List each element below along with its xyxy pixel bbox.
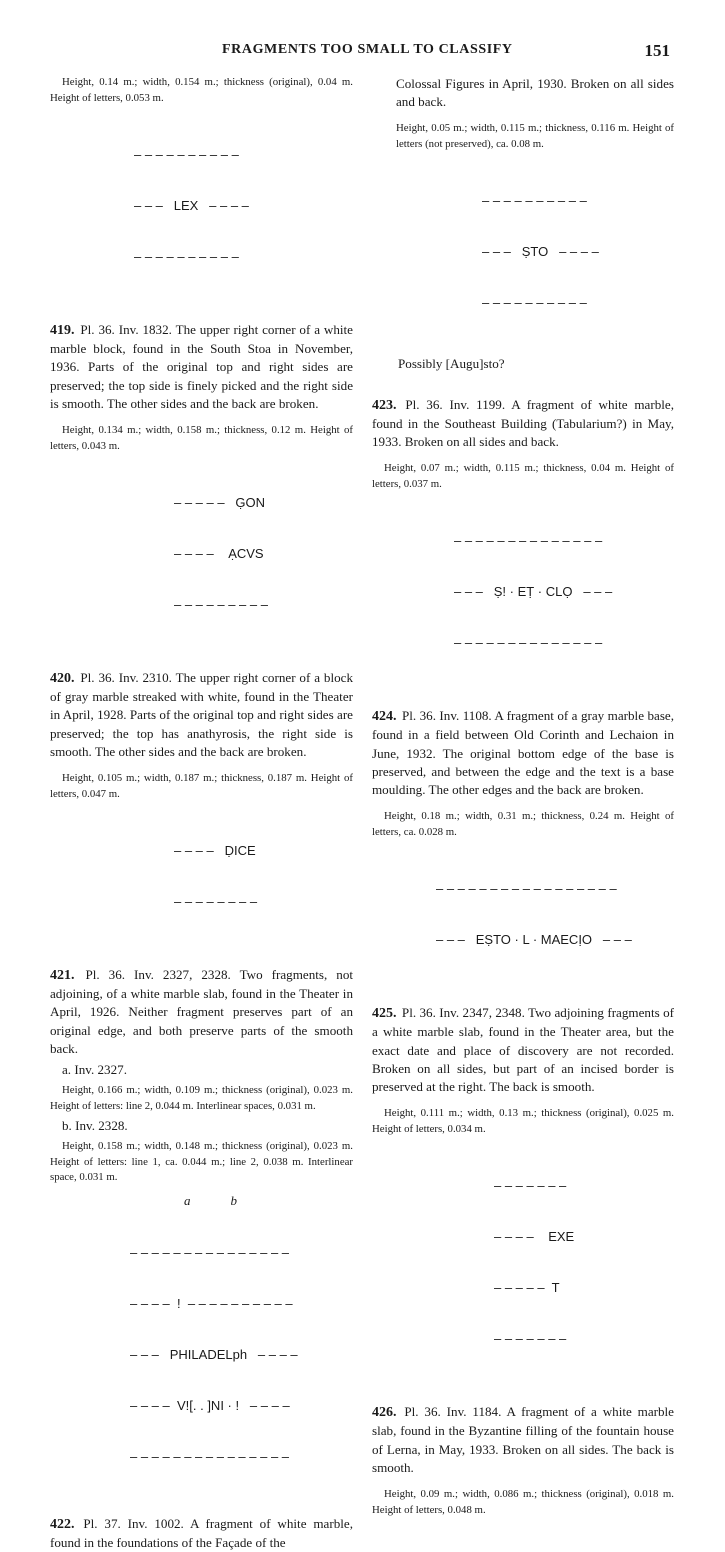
entry-text: Pl. 36. Inv. 2327, 2328. Two fragments, not adjoining, of a white marble slab, found in the Theater in April, 1926. Neither fragment preserves part of an original edge, and both preserve parts of the smooth back. xyxy=(50,967,354,1056)
entry-text: Pl. 36. Inv. 1832. The upper right corner of a white marble block, found in the South Stoa in November, 1936. Parts of the original top and right sides are preserved; the top side is finely picked and the right side is smooth. The other sides and the back are broken. xyxy=(50,322,353,411)
entry-text: Pl. 36. Inv. 1108. A fragment of a gray marble base, found in a field between Old Corinth and Lechaion in June, 1932. The original bottom edge of the base is preserved, and between the edge and the text is a base moulding. The other edges and the back are broken. xyxy=(372,708,674,798)
inscription-line: – – – – – G̣ON xyxy=(174,495,266,511)
measurement-text: Height, 0.09 m.; width, 0.086 m.; thickness (original), 0.018 m. Height of letters, 0.048 m. xyxy=(372,1488,674,1516)
inscription-line: – – – – – – – – xyxy=(174,894,258,910)
entry-422 xyxy=(50,1515,353,1552)
running-header xyxy=(0,42,725,62)
fragment-letter-b: b xyxy=(230,1192,237,1208)
fragment-label: b. Inv. 2328. xyxy=(62,1118,128,1134)
inscription-line: – – – ṢTO – – – – xyxy=(482,244,599,260)
inscription-line: – – – LEX – – – – xyxy=(134,198,249,213)
entry-text: Pl. 36. Inv. 1184. A fragment of a white marble slab, found in the Byzantine filling of the fountain house of Lerna, in May, 1933. Broken on all sides. The back is smooth. xyxy=(372,1404,674,1475)
entry-424 xyxy=(372,707,674,799)
inscription-line: – – – – – – – – – – – – – – – xyxy=(130,1448,290,1464)
inscription-line: – – – – – – – – – – – – – – – – – xyxy=(436,881,617,897)
inscription-line: – – – – – – – – – – xyxy=(134,147,239,162)
inscription-line: – – – – ! – – – – – – – – – – xyxy=(130,1295,293,1311)
right-column xyxy=(372,75,674,1518)
entry-number: 419. xyxy=(50,323,75,338)
measurement-text: Height, 0.14 m.; width, 0.154 m.; thickness (original), 0.04 m. Height of letters, 0.053 m. xyxy=(50,76,353,104)
inscription-line: – – – – ẠCVS xyxy=(174,546,264,562)
fragment-letters xyxy=(50,1192,353,1208)
entry-421 xyxy=(50,966,353,1058)
entry-number: 420. xyxy=(50,671,75,687)
measurement-text: Height, 0.105 m.; width, 0.187 m.; thickness, 0.187 m. Height of letters, 0.047 m. xyxy=(50,772,353,800)
entry-420 xyxy=(50,669,353,761)
measurement-text: Height, 0.07 m.; width, 0.115 m.; thickness, 0.04 m. Height of letters, 0.037 m. xyxy=(372,462,674,490)
entry-number: 426. xyxy=(372,1405,397,1421)
inscription-line: – – – – – T xyxy=(494,1280,560,1296)
measurement-text: Height, 0.111 m.; width, 0.13 m.; thickness (original), 0.025 m. Height of letters, 0.034 m. xyxy=(372,1107,674,1135)
inscription-line: – – – – – – – xyxy=(494,1178,567,1194)
running-title: FRAGMENTS TOO SMALL TO CLASSIFY xyxy=(222,42,513,57)
inscription-line: – – – PHILADELph – – – – xyxy=(130,1346,298,1362)
entry-425 xyxy=(372,1004,674,1096)
entry-text: Pl. 37. Inv. 1002. A fragment of white marble, found in the foundations of the Façade of the xyxy=(50,1515,353,1551)
measurement-text: Height, 0.158 m.; width, 0.148 m.; thickness (original), 0.023 m. Height of letters: line 1, ca. 0.044 m.; line 2, 0.038 m. Interlinear space, 0.031 m. xyxy=(50,1140,353,1184)
inscription-block xyxy=(372,158,674,345)
left-column xyxy=(50,75,353,1552)
inscription-block xyxy=(50,808,353,944)
entry-text: Pl. 36. Inv. 1199. A fragment of white marble, found in the Southeast Building (Tabularium?) in May, 1933. Broken on all sides and back. xyxy=(372,396,675,450)
measurement-text: Height, 0.05 m.; width, 0.115 m.; thickness, 0.116 m. Height of letters (not preserved), ca. 0.08 m. xyxy=(396,122,674,150)
inscription-line: – – – – V![. . ]NI · ! – – – – xyxy=(130,1397,290,1413)
inscription-line: – – – – EXE xyxy=(494,1229,575,1245)
entry-419 xyxy=(50,321,353,413)
measurement-text: Height, 0.134 m.; width, 0.158 m.; thickness, 0.12 m. Height of letters, 0.043 m. xyxy=(50,424,353,452)
measurement-text: Height, 0.18 m.; width, 0.31 m.; thickness, 0.24 m. Height of letters, ca. 0.028 m. xyxy=(372,810,674,838)
inscription-line: – – – – – – – – – – xyxy=(482,295,587,311)
inscription-line: – – – – – – – – – – – – – – xyxy=(454,635,603,651)
fragment-letter-a: a xyxy=(184,1192,191,1208)
inscription-block xyxy=(50,460,353,647)
entry-continuation: Colossal Figures in April, 1930. Broken on all sides and back. xyxy=(396,76,674,110)
inscription-line: – – – – – – – – – – – – – – – xyxy=(130,1244,290,1260)
entry-text: Pl. 36. Inv. 2347, 2348. Two adjoining fragments of a white marble slab, found in the Theater area, but the exact date and place of discovery are not recorded. Broken on all sides, but part of an incised border is preserved at the right. The back is smooth. xyxy=(372,1005,674,1095)
inscription-line: – – – – – – – – – – – – – – xyxy=(454,533,603,549)
entry-426 xyxy=(372,1403,674,1477)
inscription-line: – – – EṢTO · L · MAECỊO – – – xyxy=(436,932,632,948)
inscription-line: – – – – – – – xyxy=(494,1331,567,1347)
entry-number: 423. xyxy=(372,397,397,413)
fragment-label: a. Inv. 2327. xyxy=(62,1062,127,1078)
entry-423 xyxy=(372,396,674,452)
inscription-line: – – – – – – – – – – xyxy=(482,193,587,209)
inscription-line: – – – Ṣ! · EṬ · CLỌ – – – xyxy=(454,584,613,600)
entry-text: Pl. 36. Inv. 2310. The upper right corner of a block of gray marble streaked with white, found in the Theater in April, 1928. Parts of the original top and right sides are preserved; the top has anathyrosis, the right side is smooth. The other sides and the back are broken. xyxy=(50,670,353,759)
entry-number: 421. xyxy=(50,968,75,984)
inscription-block xyxy=(372,1143,674,1381)
inscription-line: – – – – – – – – – xyxy=(174,597,268,613)
measurement-text: Height, 0.166 m.; width, 0.109 m.; thickness (original), 0.023 m. Height of letters: line 2, 0.044 m. Interlinear spaces, 0.031 m. xyxy=(50,1084,353,1112)
remark-text: Possibly [Augu]sto? xyxy=(398,356,505,372)
inscription-block xyxy=(50,1210,353,1499)
inscription-block xyxy=(50,112,353,299)
inscription-block xyxy=(372,498,674,685)
inscription-line: – – – – – – – – – – xyxy=(134,249,239,264)
entry-number: 425. xyxy=(372,1006,397,1022)
entry-number: 424. xyxy=(372,709,397,725)
inscription-line: – – – – ḌICE xyxy=(174,843,256,859)
inscription-block xyxy=(372,846,674,982)
entry-number: 422. xyxy=(50,1516,75,1532)
page-number: 151 xyxy=(644,41,670,60)
